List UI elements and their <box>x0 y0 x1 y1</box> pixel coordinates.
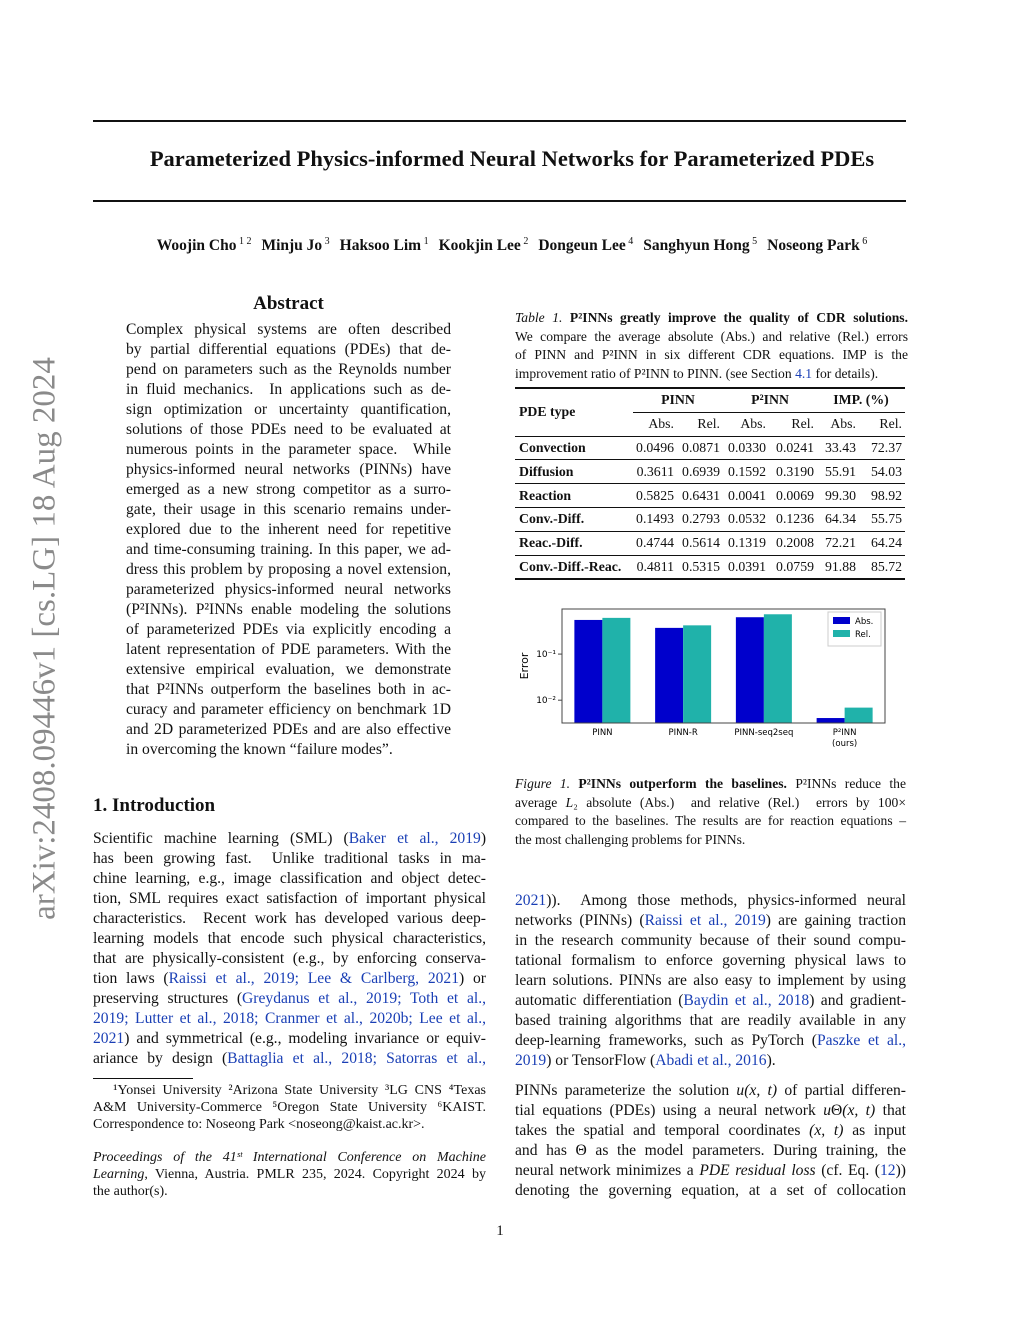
text: in overcoming the known “failure modes”. <box>126 741 393 758</box>
text-line <box>126 520 451 540</box>
text-line <box>515 365 908 384</box>
bar-abs <box>574 620 602 723</box>
text: networks (PINNs) ( <box>515 912 645 929</box>
text-line <box>126 480 451 500</box>
author-name: Kookjin Lee <box>438 237 521 255</box>
row-header: PDE type <box>519 404 576 420</box>
citation-link[interactable]: 4.1 <box>795 365 813 381</box>
text-line <box>126 680 451 700</box>
title-rule-top <box>93 120 906 122</box>
group-header: IMP. (%) <box>817 389 905 412</box>
text: ) are gaining traction <box>765 912 907 929</box>
abstract-heading: Abstract <box>253 293 324 314</box>
text: of parameterized PDEs via explicitly encoding a <box>126 621 451 638</box>
table-row <box>515 531 905 555</box>
text: in fluid mechanics. In applications such as de- <box>126 381 451 398</box>
text: latent representation of PDE parameters. With the <box>126 641 451 658</box>
text-line <box>126 560 451 580</box>
x-tick-label: PINN-R <box>668 728 698 738</box>
table-cell: 0.5614 <box>682 535 720 551</box>
text-line <box>515 1161 906 1181</box>
right-col-paragraph-2 <box>515 1081 906 1201</box>
table-cell: 0.0041 <box>728 487 766 503</box>
text-line <box>93 829 486 849</box>
text: neural network minimizes a <box>515 1162 700 1179</box>
text: of partial differen- <box>777 1082 906 1099</box>
author-affiliation: 3 <box>322 236 330 247</box>
intro-text <box>93 829 486 1069</box>
text: tational formalism to enforce governing physical laws to <box>515 952 906 969</box>
text: and has Θ as the model parameters. During training, the <box>515 1142 906 1159</box>
text-line <box>93 1183 486 1200</box>
text-line <box>515 911 906 931</box>
text: that are physically-consistent (e.g., by enforcing conserva- <box>93 950 486 967</box>
footnote-affiliations <box>93 1082 486 1133</box>
author-affiliation: 6 <box>859 236 868 247</box>
group-header: P²INN <box>723 389 817 412</box>
table-cell: 55.91 <box>824 463 856 479</box>
table-row <box>515 436 905 460</box>
text-line <box>515 346 908 365</box>
table-cell: 0.0532 <box>728 511 766 527</box>
text: the most challenging problems for PINNs. <box>515 831 746 847</box>
table-cell: 0.6939 <box>682 463 720 479</box>
table-cell: 0.0391 <box>728 558 766 574</box>
text-line <box>126 720 451 740</box>
arxiv-watermark: arXiv:2408.09446v1 [cs.LG] 18 Aug 2024 <box>26 357 63 920</box>
abstract-text <box>126 320 451 760</box>
table-cell: 85.72 <box>870 558 902 574</box>
text-line <box>515 931 906 951</box>
text-line <box>515 951 906 971</box>
bar-rel <box>764 614 792 723</box>
citation-link[interactable]: 2019; Lutter et al., 2018; Cranmer et al., 2020b; Lee et al., <box>93 1010 486 1027</box>
text: curacy and parameter efficiency on benchmark 1D <box>126 701 451 718</box>
author-affiliation: 5 <box>749 236 758 247</box>
subheader: Abs. <box>648 416 674 432</box>
text-line <box>515 971 906 991</box>
text-line <box>126 380 451 400</box>
text: and 2D parameterized PDEs and are also effective <box>126 721 451 738</box>
citation-link[interactable]: Greydanus et al., 2019; Toth et al., <box>242 990 487 1007</box>
citation-link[interactable]: 12 <box>880 1162 896 1179</box>
bar-rel <box>845 708 873 723</box>
citation-link[interactable]: Baydin et al., 2018 <box>683 992 810 1009</box>
text: tial equations (PDEs) using a neural network <box>515 1102 824 1119</box>
text-line <box>126 600 451 620</box>
text: characteristics. Recent work has developed various deep- <box>93 910 486 927</box>
text-line <box>515 1101 906 1121</box>
text: P²INNs reduce the <box>786 776 906 791</box>
text-line <box>126 700 451 720</box>
text: Scientific machine learning (SML) ( <box>93 830 349 847</box>
text-line <box>126 660 451 680</box>
text-line <box>515 1121 906 1141</box>
text: has been growing fast. Unlike traditional tasks in ma- <box>93 850 486 867</box>
table-cell: 64.24 <box>870 535 902 551</box>
table-cell: 0.6431 <box>682 487 720 503</box>
table-cell: 0.3611 <box>636 463 674 479</box>
intro-heading: 1. Introduction <box>93 795 216 816</box>
text: extensive empirical evaluation, we demonstrate <box>126 661 451 678</box>
text-line <box>126 580 451 600</box>
text-line <box>93 929 486 949</box>
table-cell: 0.1592 <box>728 463 766 479</box>
text-line <box>515 794 906 813</box>
y-tick-label: 10⁻¹ <box>536 650 556 661</box>
text-line <box>126 400 451 420</box>
citation-link[interactable]: 2021 <box>515 892 547 909</box>
text-line <box>515 1011 906 1031</box>
page-number: 1 <box>496 1223 504 1239</box>
text: numerous points in the parameter space. While <box>126 441 451 458</box>
text: PINNs parameterize the solution <box>515 1082 737 1099</box>
text-line <box>93 969 486 989</box>
subheader: Rel. <box>879 416 902 432</box>
table-cell: 64.34 <box>824 511 856 527</box>
text: emerged as a new strong competitor as a surro- <box>126 481 451 498</box>
table-cell: 0.4744 <box>636 535 674 551</box>
text: explored due to the inherent need for repetitive <box>126 521 451 538</box>
italic-text: (x, t) <box>842 1102 876 1119</box>
text: Θ <box>830 1102 843 1119</box>
italic-text: Learning <box>93 1167 145 1182</box>
table-cell: 0.0069 <box>776 487 814 503</box>
table-cell: 91.88 <box>824 558 856 574</box>
text: ) or <box>459 970 486 987</box>
text: dress this problem by proposing a novel extension, <box>126 561 451 578</box>
text: solutions of those PDEs need to be evaluated at <box>126 421 451 438</box>
table-cell: 99.30 <box>824 487 856 503</box>
text: for details). <box>812 365 879 381</box>
citation-link[interactable]: Abadi et al., 2016 <box>655 1052 767 1069</box>
table-cell: 0.0330 <box>728 439 766 455</box>
text-line <box>93 1099 486 1116</box>
text: preserving structures ( <box>93 990 243 1007</box>
text: gate, their usage in this scenario remains under- <box>126 501 451 518</box>
text: average <box>515 794 566 810</box>
text-line <box>515 1141 906 1161</box>
table-row <box>515 484 905 508</box>
italic-text: Proceedings of the 41ˢᵗ International Conference on Machine <box>93 1150 486 1165</box>
italic-text: u(x, t) <box>736 1082 778 1099</box>
citation-link[interactable]: Raissi et al., 2019; Lee & Carlberg, 2021 <box>168 970 460 987</box>
text: improvement ratio of P²INN to PINN. (see Section <box>515 365 796 381</box>
text-line <box>515 328 908 347</box>
table-cell: 0.4811 <box>636 558 674 574</box>
bar-rel <box>602 618 630 723</box>
table-cell: 0.0871 <box>682 439 720 455</box>
text: denoting the governing equation, at a set of collocation <box>515 1182 906 1199</box>
table-row <box>515 460 905 484</box>
text: chine learning, e.g., image classification and object detec- <box>93 870 486 887</box>
text-line <box>515 991 906 1011</box>
text: as input <box>843 1122 906 1139</box>
table-cell: 0.1319 <box>728 535 766 551</box>
author <box>340 237 429 254</box>
text: deep-learning frameworks, such as PyTorch ( <box>515 1032 817 1049</box>
author-affiliation: 4 <box>625 236 634 247</box>
text-line <box>126 420 451 440</box>
text: compared to the baselines. The results are for reaction equations – <box>515 813 906 828</box>
text-line <box>93 989 486 1009</box>
row-label: Reac.-Diff. <box>519 535 583 551</box>
text: in the research community because of their sound compu- <box>515 932 906 949</box>
text: ) and symmetrical (e.g., modeling invariance or equiv- <box>124 1030 486 1047</box>
text-line <box>93 1166 486 1183</box>
citation-link[interactable]: Baker et al., 2019 <box>348 830 481 847</box>
table-cell: 98.92 <box>870 487 902 503</box>
text: physics-informed neural networks (PINNs) have <box>126 461 451 478</box>
author-list <box>0 236 1024 255</box>
text-line <box>93 949 486 969</box>
table-cell: 72.37 <box>870 439 902 455</box>
error-bar-chart <box>510 600 900 755</box>
author-affiliation: 1 2 <box>236 236 252 247</box>
text: parameterized physics-informed neural networks <box>126 581 451 598</box>
y-tick-label: 10⁻² <box>536 696 556 707</box>
group-header: PINN <box>633 389 723 412</box>
author <box>643 237 757 254</box>
y-axis-label: Error <box>518 652 531 680</box>
text: tion, SML requires exact satisfaction of important physical <box>93 890 486 907</box>
bar-abs <box>817 718 845 723</box>
author-name: Haksoo Lim <box>339 237 422 255</box>
right-col-paragraph-1 <box>515 891 906 1071</box>
table-cell: 0.5315 <box>682 558 720 574</box>
table-cell: 0.1493 <box>636 511 674 527</box>
legend-swatch <box>833 617 850 624</box>
paper-title: Parameterized Physics-informed Neural Networks for Parameterized PDEs <box>149 146 875 171</box>
table-cell: 0.0241 <box>776 439 814 455</box>
text: ) or TensorFlow ( <box>546 1052 656 1069</box>
text: that P²INNs outperform the baselines both in ac- <box>126 681 451 698</box>
row-label: Reaction <box>519 487 572 503</box>
citation-link[interactable]: Paszke et al., <box>816 1032 906 1049</box>
table-cell: 0.0496 <box>636 439 674 455</box>
text-line <box>126 440 451 460</box>
x-tick-label: PINN-seq2seq <box>734 728 794 738</box>
text: the author(s). <box>93 1184 168 1199</box>
italic-text: (x, t) <box>809 1122 844 1139</box>
text-line <box>126 320 451 340</box>
table-cell: 54.03 <box>870 463 902 479</box>
results-table <box>515 387 905 580</box>
text-line <box>515 1031 906 1051</box>
row-label: Conv.-Diff.-Reac. <box>519 558 622 574</box>
bold-text: P²INNs greatly improve the quality of CDR solutions. <box>562 310 908 325</box>
text-line <box>515 1181 906 1201</box>
italic-text: L <box>565 794 574 810</box>
text-line <box>93 869 486 889</box>
table-cell: 72.21 <box>824 535 856 551</box>
text-line <box>126 360 451 380</box>
text-line <box>126 460 451 480</box>
text-line <box>93 889 486 909</box>
citation-link[interactable]: 2019 <box>515 1052 547 1069</box>
text: ariance by design ( <box>93 1050 228 1067</box>
text-line <box>93 849 486 869</box>
text: of PINN and P²INN in six different CDR equations. IMP is the <box>515 347 908 362</box>
text: learning models that encode such physical characteristics, <box>93 930 486 947</box>
author <box>439 237 529 254</box>
text: ). <box>766 1052 776 1069</box>
author-affiliation: 1 <box>421 236 429 247</box>
text-line <box>93 1149 486 1166</box>
text-line <box>93 1009 486 1029</box>
text: automatic differentiation ( <box>515 992 684 1009</box>
italic-text: PDE residual loss <box>699 1162 816 1179</box>
text: (cf. Eq. ( <box>815 1162 880 1179</box>
figure-caption <box>515 775 906 849</box>
proceedings-note <box>93 1149 486 1200</box>
text-line <box>126 540 451 560</box>
text: learn solutions. PINNs are also easy to implement by using <box>515 972 906 989</box>
table-cell: 0.2008 <box>776 535 814 551</box>
text-line <box>126 500 451 520</box>
text: Complex physical systems are often described <box>126 321 451 338</box>
footnote-rule <box>93 1078 193 1079</box>
text-line <box>515 831 906 850</box>
bar-abs <box>655 628 683 723</box>
author-name: Dongeun Lee <box>538 237 626 255</box>
text: )) <box>895 1162 906 1179</box>
table-cell: 0.3190 <box>776 463 814 479</box>
text: by partial differential equations (PDEs) that de- <box>126 341 451 358</box>
text: ₂ absolute (Abs.) and relative (Rel.) errors by 100× <box>573 794 906 810</box>
table-row <box>515 507 905 531</box>
x-tick-label: P²INN <box>832 728 857 738</box>
text: that <box>875 1102 906 1119</box>
text: , Vienna, Austria. PMLR 235, 2024. Copyright 2024 by <box>144 1167 486 1182</box>
table-row <box>515 555 905 579</box>
citation-link[interactable]: Battaglia et al., 2018; Satorras et al., <box>227 1050 486 1067</box>
author-name: Sanghyun Hong <box>643 237 750 255</box>
italic-text: Figure 1. <box>515 776 571 791</box>
text: )). Among those methods, physics-informed neural <box>546 892 906 909</box>
table-cell: 0.2793 <box>682 511 720 527</box>
text-line <box>515 891 906 911</box>
row-label: Conv.-Diff. <box>519 511 585 527</box>
title-rule-bottom <box>93 200 906 202</box>
text: tion laws ( <box>93 970 169 987</box>
legend-label: Rel. <box>855 630 871 640</box>
text-line <box>515 775 906 794</box>
author-name: Woojin Cho <box>156 237 237 255</box>
text: takes the spatial and temporal coordinates <box>515 1122 810 1139</box>
citation-link[interactable]: Raissi et al., 2019 <box>644 912 766 929</box>
table-cell: 0.1236 <box>776 511 814 527</box>
text-line <box>126 740 451 760</box>
x-tick-label: PINN <box>592 728 613 738</box>
text-line <box>126 620 451 640</box>
text: ) <box>480 830 487 847</box>
text-line <box>126 640 451 660</box>
text: A&M University-Commerce ⁵Oregon State University ⁶KAIST. <box>93 1100 486 1115</box>
author-name: Noseong Park <box>767 237 860 255</box>
bar-rel <box>683 625 711 723</box>
citation-link[interactable]: 2021 <box>93 1030 125 1047</box>
text-line <box>93 1116 486 1133</box>
text: Correspondence to: Noseong Park <noseong@kaist.ac.kr>. <box>93 1117 425 1132</box>
author <box>261 237 329 254</box>
x-tick-label: (ours) <box>832 739 858 749</box>
text: and time-consuming training. In this paper, we ad- <box>126 541 451 558</box>
italic-text: u <box>823 1102 831 1119</box>
author-name: Minju Jo <box>261 237 323 255</box>
table-cell: 55.75 <box>870 511 902 527</box>
legend-swatch <box>833 630 850 637</box>
author <box>767 237 867 254</box>
italic-text: Table 1. <box>515 310 563 325</box>
text-line <box>515 1051 906 1071</box>
subheader: Abs. <box>740 416 766 432</box>
table-cell: 0.5825 <box>636 487 674 503</box>
table-cell: 0.0759 <box>776 558 814 574</box>
author <box>538 237 633 254</box>
bar-abs <box>736 617 764 723</box>
subheader: Abs. <box>830 416 856 432</box>
text-line <box>93 1082 486 1099</box>
text-line <box>515 309 908 328</box>
text: based training algorithms that are readily available in any <box>515 1012 906 1029</box>
text-line <box>93 1029 486 1049</box>
subheader: Rel. <box>791 416 814 432</box>
text: We compare the average absolute (Abs.) and relative (Rel.) errors <box>515 328 908 344</box>
author <box>157 237 252 254</box>
author-affiliation: 2 <box>520 236 529 247</box>
table-caption <box>515 309 908 383</box>
legend-label: Abs. <box>855 617 874 627</box>
table-cell: 33.43 <box>824 439 856 455</box>
text: ) and gradient- <box>809 992 907 1009</box>
subheader: Rel. <box>697 416 720 432</box>
text: sign optimization or uncertainty quantification, <box>126 401 451 418</box>
row-label: Convection <box>519 439 586 455</box>
bold-text: P²INNs outperform the baselines. <box>570 776 787 791</box>
text-line <box>515 812 906 831</box>
text: pend on parameters such as the Reynolds number <box>126 361 451 378</box>
row-label: Diffusion <box>519 463 574 479</box>
text-line <box>93 1049 486 1069</box>
text: ¹Yonsei University ²Arizona State University ³LG CNS ⁴Texas <box>93 1083 486 1098</box>
text-line <box>515 1081 906 1101</box>
text-line <box>93 909 486 929</box>
text-line <box>126 340 451 360</box>
text: (P²INNs). P²INNs enable modeling the solutions <box>126 601 451 618</box>
